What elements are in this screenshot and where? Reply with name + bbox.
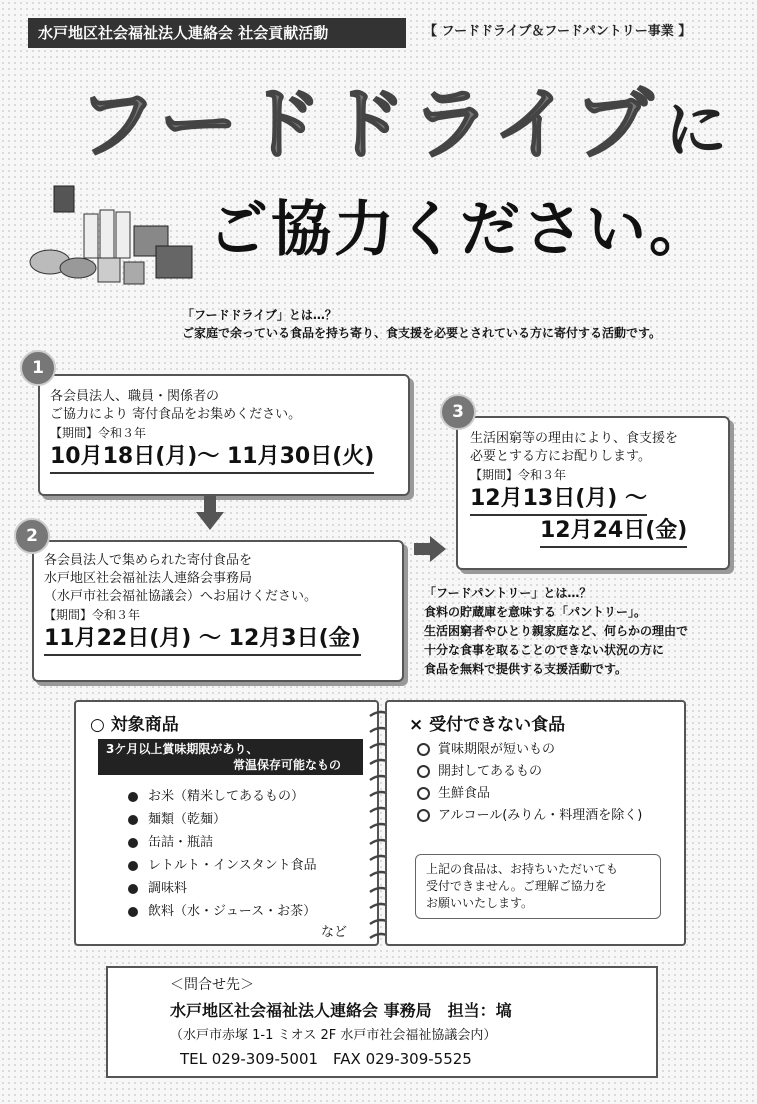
pantry-heading: 「フードパントリー」とは…？ [424, 586, 592, 600]
rejected-note: 上記の食品は、お持ちいただいても 受付できません。ご理解ご協力を お願いいたします。 [415, 854, 661, 919]
bullet-icon [128, 838, 138, 848]
etc-label: など [320, 925, 347, 940]
step-1-line: 各会員法人、職員・関係者の [50, 389, 220, 404]
pantry-line: 生活困窮者やひとり親家庭など、何らかの理由で [424, 624, 689, 638]
step-2-date: 11月22日(月) ～ 12月3日(金) [44, 624, 361, 656]
accepted-item: 缶詰・瓶詰 [128, 831, 377, 854]
accepted-item: 飲料（水・ジュース・お茶） [128, 900, 377, 923]
pantry-line: 十分な食事を取ることのできない状況の方に [424, 643, 665, 657]
condition-line: 常温保存可能なもの [232, 758, 341, 772]
contact-org: 水戸地区社会福祉法人連絡会 事務局 担当：塙 [170, 1001, 512, 1020]
step-1-number: 1 [20, 350, 56, 386]
contact-box [106, 966, 658, 1078]
step-3-number: 3 [440, 394, 476, 430]
accepted-item: 調味料 [128, 877, 377, 900]
accepted-item: 麺類（乾麺） [128, 808, 377, 831]
title-line2: ご協力ください。 [208, 195, 712, 265]
title-main: フードドライブ [78, 80, 659, 170]
project-label: 【 フードドライブ＆フードパントリー事業 】 [424, 24, 692, 39]
accepted-title: ○ 対象商品 [90, 715, 179, 735]
food-pantry-definition [424, 584, 724, 679]
contact-phones: TEL 029-309-5001 FAX 029-309-5525 [180, 1050, 472, 1068]
step-3-box [456, 416, 730, 570]
step-3-date-end: 12月24日(金) [540, 516, 687, 548]
rejected-item: アルコール(みりん・料理酒を除く) [417, 805, 684, 827]
food-notebook [74, 700, 686, 946]
rejected-items-panel [385, 700, 686, 946]
step-2-line: 水戸地区社会福祉法人連絡会事務局 [44, 571, 253, 586]
condition-line: 3ケ月以上賞味期限があり、 [106, 742, 259, 756]
step-2-number: 2 [14, 518, 50, 554]
arrow-down-icon [196, 496, 224, 530]
pantry-line: 食品を無料で提供する支援活動です。 [424, 662, 628, 676]
rejected-title: × 受付できない食品 [409, 715, 566, 735]
circle-bullet-icon [417, 787, 430, 800]
step-1-box [38, 374, 410, 496]
step-3-line: 必要とする方にお配りします。 [470, 449, 651, 464]
step-3-line: 生活困窮等の理由により、食支援を [470, 431, 679, 446]
step-2-box [32, 540, 404, 682]
step-3-date: 12月13日(月) ～ [470, 484, 647, 516]
accepted-items-panel [74, 700, 379, 946]
step-1-line: ご協力により 寄付食品をお集めください。 [50, 407, 302, 422]
bullet-icon [128, 792, 138, 802]
pantry-line: 食料の貯蔵庫を意味する「パントリー」。 [424, 605, 647, 619]
rejected-item: 賞味期限が短いもの [417, 739, 684, 761]
title-suffix: に [664, 93, 733, 166]
circle-bullet-icon [417, 765, 430, 778]
bullet-icon [128, 815, 138, 825]
circle-bullet-icon [417, 743, 430, 756]
accepted-item: レトルト・インスタント食品 [128, 854, 377, 877]
step-2-line: 各会員法人で集められた寄付食品を [44, 553, 253, 568]
contact-address: （水戸市赤塚 1-1 ミオス 2F 水戸市社会福祉協議会内） [170, 1028, 497, 1043]
step-3-period-label: 【期間】令和３年 [470, 468, 567, 482]
food-illustration [28, 178, 203, 293]
definition-heading: 「フードドライブ」とは…？ [182, 308, 337, 322]
arrow-right-icon [414, 536, 446, 562]
step-2-line: （水戸市社会福祉協議会）へお届けください。 [44, 589, 318, 604]
step-1-period-label: 【期間】令和３年 [50, 426, 147, 440]
step-1-date: 10月18日(月)～ 11月30日(火) [50, 442, 374, 474]
circle-bullet-icon [417, 809, 430, 822]
contact-label: ＜問合せ先＞ [170, 977, 254, 993]
bullet-icon [128, 907, 138, 917]
accepted-item: お米（精米してあるもの） [128, 785, 377, 808]
food-drive-definition [182, 306, 661, 342]
org-badge: 水戸地区社会福祉法人連絡会 社会貢献活動 [28, 18, 406, 48]
rejected-item: 生鮮食品 [417, 783, 684, 805]
rejected-item: 開封してあるもの [417, 761, 684, 783]
title-line1 [78, 62, 733, 174]
step-2-period-label: 【期間】令和３年 [44, 608, 141, 622]
accepted-condition [98, 739, 363, 775]
bullet-icon [128, 861, 138, 871]
bullet-icon [128, 884, 138, 894]
definition-text: ご家庭で余っている食品を持ち寄り、食支援を必要とされている方に寄付する活動です。 [182, 326, 662, 340]
